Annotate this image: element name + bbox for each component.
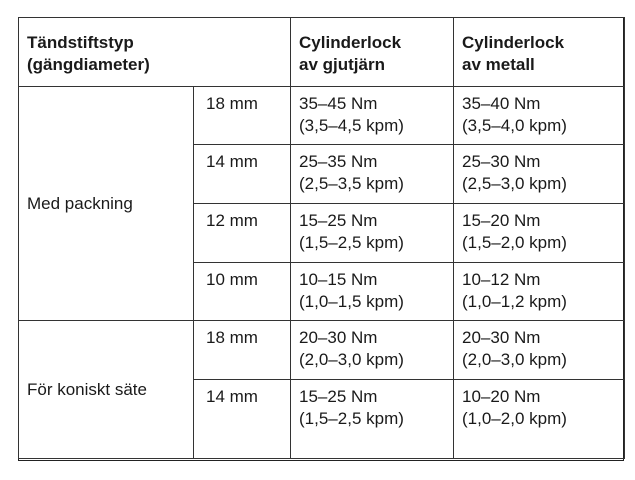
torque-nm: 25–30 Nm (462, 152, 541, 171)
torque-kpm: (1,0–1,2 kpm) (462, 292, 567, 311)
thread-size-cell: 18 mm (194, 321, 291, 380)
cast-iron-value-cell (291, 380, 454, 459)
torque-nm: 15–25 Nm (299, 387, 378, 406)
header-cast-line1: Cylinderlock (299, 33, 402, 52)
torque-kpm: (2,5–3,0 kpm) (462, 174, 567, 193)
torque-kpm: (1,0–1,5 kpm) (299, 292, 404, 311)
torque-kpm: (1,5–2,0 kpm) (462, 233, 567, 252)
torque-table (18, 17, 625, 459)
torque-kpm: (1,5–2,5 kpm) (299, 233, 404, 252)
torque-kpm: (2,0–3,0 kpm) (462, 350, 567, 369)
thread-size-cell: 14 mm (194, 145, 291, 204)
row-group-label: Med packning (19, 87, 194, 321)
torque-nm: 35–45 Nm (299, 94, 378, 113)
torque-nm: 10–20 Nm (462, 387, 541, 406)
metal-value-cell (454, 380, 625, 459)
metal-value-cell (454, 321, 625, 380)
torque-nm: 20–30 Nm (299, 328, 378, 347)
header-row (19, 18, 625, 87)
thread-size-cell: 14 mm (194, 380, 291, 459)
torque-kpm: (1,5–2,5 kpm) (299, 409, 404, 428)
header-spark-plug-type (19, 18, 291, 87)
torque-nm: 15–25 Nm (299, 211, 378, 230)
torque-kpm: (3,5–4,5 kpm) (299, 116, 404, 135)
cast-iron-value-cell (291, 87, 454, 145)
metal-value-cell (454, 263, 625, 321)
torque-kpm: (1,0–2,0 kpm) (462, 409, 567, 428)
header-metal-head (454, 18, 625, 87)
row-group-label: För koniskt säte (19, 321, 194, 459)
table-row (19, 321, 625, 380)
metal-value-cell (454, 145, 625, 204)
thread-size-cell: 18 mm (194, 87, 291, 145)
torque-kpm: (2,0–3,0 kpm) (299, 350, 404, 369)
thread-size-cell: 10 mm (194, 263, 291, 321)
header-metal-line2: av metall (462, 55, 535, 74)
cast-iron-value-cell (291, 145, 454, 204)
torque-nm: 10–12 Nm (462, 270, 541, 289)
header-type-line1: Tändstiftstyp (27, 33, 134, 52)
table-row (19, 87, 625, 145)
cast-iron-value-cell (291, 204, 454, 263)
thread-size-cell: 12 mm (194, 204, 291, 263)
header-cast-iron-head (291, 18, 454, 87)
torque-nm: 15–20 Nm (462, 211, 541, 230)
torque-nm: 25–35 Nm (299, 152, 378, 171)
header-cast-line2: av gjutjärn (299, 55, 385, 74)
torque-nm: 35–40 Nm (462, 94, 541, 113)
torque-nm: 10–15 Nm (299, 270, 378, 289)
cast-iron-value-cell (291, 263, 454, 321)
torque-kpm: (2,5–3,5 kpm) (299, 174, 404, 193)
torque-nm: 20–30 Nm (462, 328, 541, 347)
metal-value-cell (454, 204, 625, 263)
torque-kpm: (3,5–4,0 kpm) (462, 116, 567, 135)
metal-value-cell (454, 87, 625, 145)
header-metal-line1: Cylinderlock (462, 33, 565, 52)
table-body (19, 87, 625, 459)
header-type-line2: (gängdiameter) (27, 55, 150, 74)
cast-iron-value-cell (291, 321, 454, 380)
